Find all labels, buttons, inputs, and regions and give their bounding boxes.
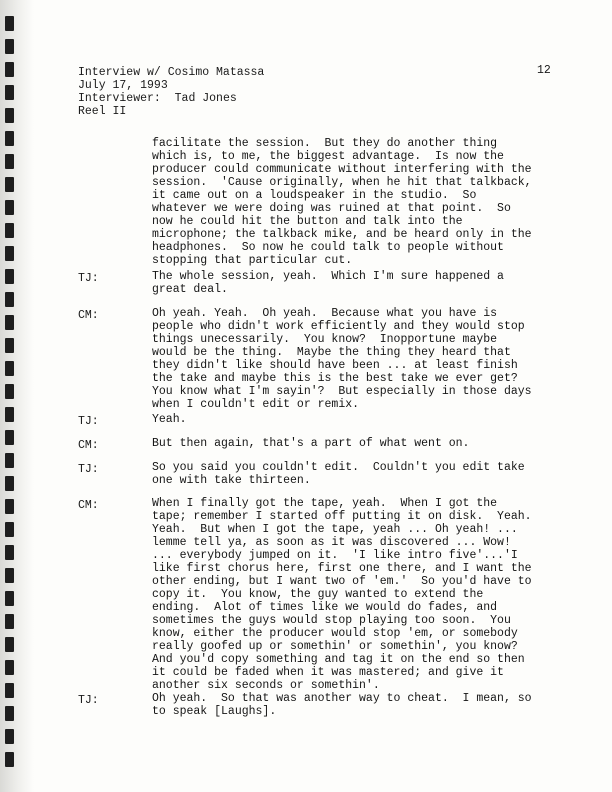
binder-hole bbox=[5, 568, 14, 583]
page-number: 12 bbox=[537, 64, 551, 77]
transcript-line: And you'd copy something and tag it on the end so then bbox=[152, 653, 525, 666]
binder-hole bbox=[5, 752, 14, 767]
binder-hole bbox=[5, 683, 14, 698]
transcript-line: the take and maybe this is the best take we ever get? bbox=[152, 372, 518, 385]
transcript-line: when I couldn't edit or remix. bbox=[152, 398, 360, 411]
binder-hole bbox=[5, 706, 14, 721]
transcript-line: ending. Alot of times like we would do fades, and bbox=[152, 601, 498, 614]
binder-hole bbox=[5, 108, 14, 123]
binder-hole bbox=[5, 453, 14, 468]
binder-hole bbox=[5, 614, 14, 629]
transcript-line: Oh yeah. Yeah. Oh yeah. Because what you have is bbox=[152, 307, 498, 320]
binder-hole bbox=[5, 131, 14, 146]
binder-hole bbox=[5, 338, 14, 353]
transcript-line: would be the thing. Maybe the thing they heard that bbox=[152, 346, 511, 359]
transcript-line: they didn't like should have been ... at least finish bbox=[152, 359, 518, 372]
transcript-line: now he could hit the button and talk into the bbox=[152, 215, 463, 228]
transcript-line: session. 'Cause originally, when he hit that talkback, bbox=[152, 176, 532, 189]
speaker-label: CM: bbox=[78, 439, 99, 452]
transcript-line: know, either the producer would stop 'em, or somebody bbox=[152, 627, 518, 640]
binder-hole bbox=[5, 223, 14, 238]
transcript-line: sometimes the guys would stop playing too soon. You bbox=[152, 614, 511, 627]
interviewer-name: Tad Jones bbox=[174, 92, 237, 105]
binder-hole bbox=[5, 430, 14, 445]
transcript-line: When I finally got the tape, yeah. When I got the bbox=[152, 497, 498, 510]
transcript-line: tape; remember I started off putting it on disk. Yeah. bbox=[152, 510, 532, 523]
transcript-line: facilitate the session. But they do another thing bbox=[152, 137, 498, 150]
transcript-line: like first chorus here, first one there, and I want the bbox=[152, 562, 532, 575]
binder-hole bbox=[5, 637, 14, 652]
transcript-line: So you said you couldn't edit. Couldn't you edit take bbox=[152, 461, 525, 474]
transcript-line: stopping that particular cut. bbox=[152, 254, 353, 267]
binder-edge bbox=[0, 0, 34, 792]
binder-hole bbox=[5, 177, 14, 192]
binder-hole bbox=[5, 315, 14, 330]
binder-hole bbox=[5, 85, 14, 100]
speaker-label: CM: bbox=[78, 499, 99, 512]
speaker-label: TJ: bbox=[78, 272, 99, 285]
binder-hole bbox=[5, 729, 14, 744]
transcript-line: it came out on a loudspeaker in the studio. So bbox=[152, 189, 477, 202]
transcript-line: great deal. bbox=[152, 283, 228, 296]
binder-hole bbox=[5, 384, 14, 399]
binder-hole bbox=[5, 361, 14, 376]
transcript-line: Yeah. bbox=[152, 413, 187, 426]
binder-hole bbox=[5, 154, 14, 169]
speaker-label: TJ: bbox=[78, 694, 99, 707]
transcript-line: other ending, but I want two of 'em.' So you'd have to bbox=[152, 575, 532, 588]
transcript-line: it could be faded when it was mastered; and give it bbox=[152, 666, 504, 679]
binder-hole bbox=[5, 407, 14, 422]
binder-hole bbox=[5, 200, 14, 215]
binder-hole bbox=[5, 660, 14, 675]
transcript-line: to speak [Laughs]. bbox=[152, 705, 277, 718]
transcript-line: lemme tell ya, as soon as it was discovered ... Wow! bbox=[152, 536, 511, 549]
binder-hole bbox=[5, 545, 14, 560]
transcript-line: really goofed up or somethin' or somethin', you know? bbox=[152, 640, 518, 653]
binder-hole bbox=[5, 522, 14, 537]
transcript-line: one with take thirteen. bbox=[152, 474, 311, 487]
speaker-label: TJ: bbox=[78, 463, 99, 476]
binder-hole bbox=[5, 16, 14, 31]
binder-hole bbox=[5, 591, 14, 606]
binder-hole bbox=[5, 269, 14, 284]
transcript-line: But then again, that's a part of what went on. bbox=[152, 437, 470, 450]
binder-hole bbox=[5, 39, 14, 54]
interviewer-line bbox=[78, 92, 237, 105]
transcript-line: Yeah. But when I got the tape, yeah ... Oh yeah! ... bbox=[152, 523, 518, 536]
transcript-line: ... everybody jumped on it. 'I like intro five'...'I bbox=[152, 549, 518, 562]
speaker-label: CM: bbox=[78, 309, 99, 322]
binder-hole bbox=[5, 476, 14, 491]
interview-title: Interview w/ Cosimo Matassa bbox=[78, 66, 265, 79]
transcript-line: headphones. So now he could talk to people without bbox=[152, 241, 504, 254]
transcript-line: another six seconds or somethin'. bbox=[152, 679, 380, 692]
transcript-line: microphone; the talkback mike, and be heard only in the bbox=[152, 228, 532, 241]
reel-label: Reel II bbox=[78, 105, 127, 118]
transcript-line: people who didn't work efficiently and they would stop bbox=[152, 320, 525, 333]
binder-hole bbox=[5, 246, 14, 261]
binder-hole bbox=[5, 62, 14, 77]
transcript-line: which is, to me, the biggest advantage. Is now the bbox=[152, 150, 504, 163]
transcript-line: Oh yeah. So that was another way to cheat. I mean, so bbox=[152, 692, 532, 705]
speaker-label: TJ: bbox=[78, 415, 99, 428]
transcript-line: things unecessarily. You know? Inopportune maybe bbox=[152, 333, 498, 346]
binder-hole bbox=[5, 292, 14, 307]
interviewer-label: Interviewer: bbox=[78, 92, 161, 105]
transcript-line: You know what I'm sayin'? But especially in those days bbox=[152, 385, 532, 398]
transcript-line: copy it. You know, the guy wanted to extend the bbox=[152, 588, 484, 601]
transcript-line: whatever we were doing was ruined at that point. So bbox=[152, 202, 511, 215]
transcript-line: The whole session, yeah. Which I'm sure happened a bbox=[152, 270, 504, 283]
interview-date: July 17, 1993 bbox=[78, 79, 168, 92]
transcript-line: producer could communicate without interfering with the bbox=[152, 163, 532, 176]
binder-hole bbox=[5, 499, 14, 514]
